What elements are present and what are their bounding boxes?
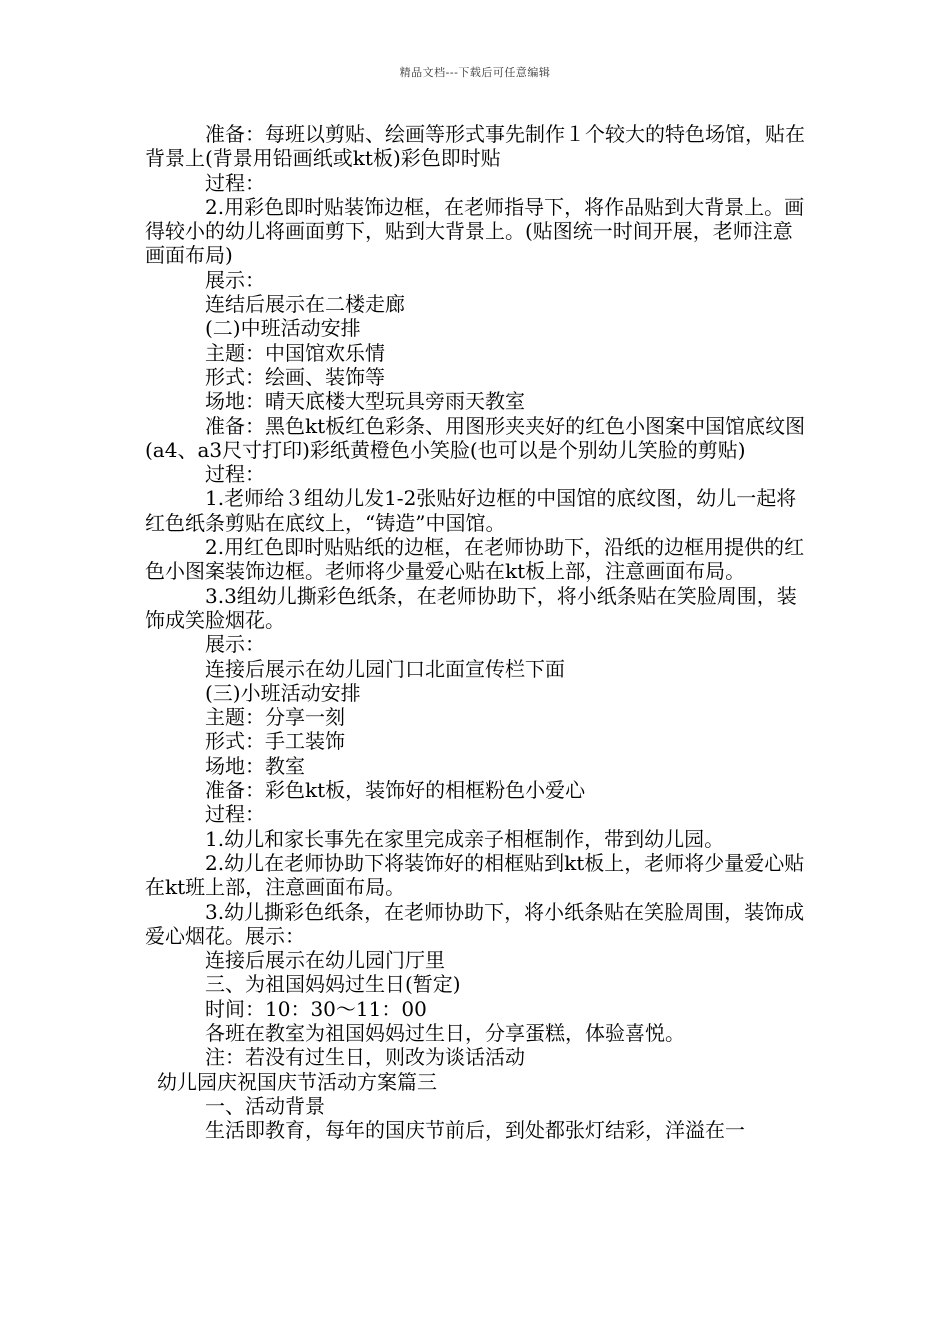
paragraph: 连接后展示在幼儿园门口北面宣传栏下面 (205, 656, 565, 681)
paragraph: 2.幼儿在老师协助下将装饰好的相框贴到kt板上，老师将少量爱心贴在kt班上部，注意画面布局。 (145, 850, 805, 900)
paragraph: 时间：10：30～11：00 (205, 996, 427, 1021)
paragraph: 形式：手工装饰 (205, 729, 345, 754)
section-heading: 一、活动背景 (205, 1093, 325, 1118)
paragraph: 1.老师给３组幼儿发1-2张贴好边框的中国馆的底纹图，幼儿一起将红色纸条剪贴在底纹上，“铸造”中国馆。 (145, 486, 797, 535)
paragraph: 注：若没有过生日，则改为谈话活动 (205, 1045, 525, 1070)
section-heading: (三)小班活动安排 (205, 680, 361, 705)
paragraph: 过程： (205, 170, 265, 195)
paragraph: 过程： (205, 802, 265, 827)
paragraph: 2.用彩色即时贴装饰边框，在老师指导下，将作品贴到大背景上。画得较小的幼儿将画面剪下，贴到大背景上。(贴图统一时间开展，老师注意画面布局) (145, 194, 805, 268)
paragraph: 主题：分享一刻 (205, 705, 345, 730)
page-header: 精品文档---下载后可任意编辑 (399, 66, 551, 79)
paragraph: 连接后展示在幼儿园门厅里 (205, 948, 445, 973)
document-body (145, 122, 810, 1142)
section-heading: 三、为祖国妈妈过生日(暂定) (205, 972, 461, 997)
paragraph: 各班在教室为祖国妈妈过生日，分享蛋糕，体验喜悦。 (205, 1020, 685, 1045)
paragraph: 3.3组幼儿撕彩色纸条，在老师协助下，将小纸条贴在笑脸周围，装饰成笑脸烟花。 (145, 583, 797, 632)
paragraph: 形式：绘画、装饰等 (205, 364, 385, 389)
document-title: 幼儿园庆祝国庆节活动方案篇三 (157, 1069, 437, 1094)
paragraph: 2.用红色即时贴贴纸的边框，在老师协助下，沿纸的边框用提供的红色小图案装饰边框。老师将少量爱心贴在kt板上部，注意画面布局。 (145, 535, 805, 584)
section-heading: (二)中班活动安排 (205, 316, 361, 341)
paragraph: 准备：黑色kt板红色彩条、用图形夹夹好的红色小图案中国馆底纹图(a4、a3尺寸打印)彩纸黄橙色小笑脸(也可以是个别幼儿笑脸的剪贴) (145, 413, 806, 462)
paragraph: 主题：中国馆欢乐情 (205, 340, 385, 365)
paragraph: 展示： (205, 632, 265, 657)
paragraph: 准备：每班以剪贴、绘画等形式事先制作１个较大的特色场馆，贴在背景上(背景用铅画纸或kt板)彩色即时贴 (145, 122, 805, 171)
paragraph: 场地：晴天底楼大型玩具旁雨天教室 (205, 389, 525, 414)
paragraph: 场地：教室 (205, 753, 305, 778)
paragraph: 生活即教育，每年的国庆节前后，到处都张灯结彩，洋溢在一 (205, 1118, 745, 1143)
paragraph: 展示： (205, 267, 265, 292)
paragraph: 连结后展示在二楼走廊 (205, 292, 405, 317)
paragraph: 准备：彩色kt板，装饰好的相框粉色小爱心 (205, 778, 586, 803)
paragraph: 过程： (205, 462, 265, 487)
paragraph: 1.幼儿和家长事先在家里完成亲子相框制作，带到幼儿园。 (205, 826, 725, 851)
paragraph: 3.幼儿撕彩色纸条，在老师协助下，将小纸条贴在笑脸周围，装饰成爱心烟花。展示： (145, 899, 805, 948)
